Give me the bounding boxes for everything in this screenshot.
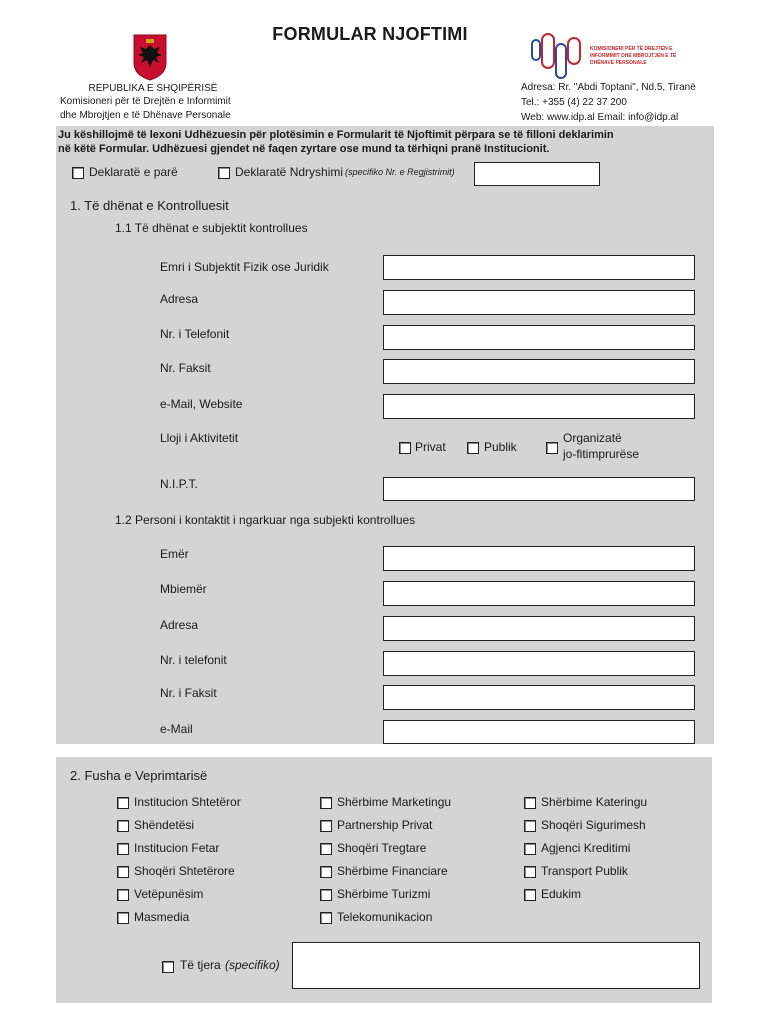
contact-phone-label: Nr. i telefonit [160, 653, 227, 667]
republic-label: REPUBLIKA E SHQIPËRISË [88, 83, 218, 94]
activity-private-label: Privat [415, 440, 446, 454]
field-checkbox[interactable] [524, 889, 536, 901]
instructions-line-2: në këtë Formular. Udhëzuesi gjendet në faqen zyrtare ose mund ta tërhiqni pranë Institucionit. [58, 143, 550, 155]
instructions [58, 128, 708, 156]
contact-fax-field[interactable] [383, 685, 695, 710]
field-checkbox[interactable] [117, 843, 129, 855]
org-line-1: Komisioneri për të Drejtën e Informimit [60, 96, 231, 107]
field-label: Vetëpunësim [134, 887, 204, 901]
activity-type-label: Lloji i Aktivitetit [160, 431, 239, 445]
field-checkbox[interactable] [320, 843, 332, 855]
first-declaration-checkbox[interactable] [72, 167, 84, 179]
first-declaration-label: Deklaratë e parë [89, 165, 178, 179]
subject-name-field[interactable] [383, 255, 695, 280]
contact-address: Adresa: Rr. "Abdi Toptani", Nd.5, Tiranë [521, 82, 696, 93]
field-checkbox[interactable] [320, 797, 332, 809]
contact-tel: Tel.: +355 (4) 22 37 200 [521, 97, 627, 108]
other-field-note: (specifiko) [225, 958, 280, 972]
contact-email-label: e-Mail [160, 722, 193, 736]
contact-first-name-label: Emër [160, 547, 189, 561]
subject-email-field[interactable] [383, 394, 695, 419]
subject-fax-label: Nr. Faksit [160, 361, 211, 375]
field-label: Transport Publik [541, 864, 628, 878]
subject-fax-field[interactable] [383, 359, 695, 384]
subject-phone-field[interactable] [383, 325, 695, 350]
field-label: Masmedia [134, 910, 190, 924]
contact-address-label: Adresa [160, 618, 199, 632]
instructions-line-1: Ju këshillojmë të lexoni Udhëzuesin për plotësimin e Formularit të Njoftimit përpara se të filloni deklarimin [58, 129, 614, 141]
change-declaration-checkbox[interactable] [218, 167, 230, 179]
idp-logo-text: KOMISIONERI PËR TË DREJTËN E INFORMIMIT DHE MBROJTJEN E TË DHËNAVE PERSONALE [590, 46, 677, 66]
section-1-title: 1. Të dhënat e Kontrolluesit [70, 198, 229, 213]
activity-nonprofit-checkbox[interactable] [546, 442, 558, 454]
field-checkbox[interactable] [117, 797, 129, 809]
activity-private-checkbox[interactable] [399, 442, 411, 454]
org-line-2: dhe Mbrojtjen e të Dhënave Personale [60, 110, 231, 121]
field-label: Shërbime Turizmi [337, 887, 431, 901]
albania-emblem-icon [132, 33, 168, 81]
field-label: Agjenci Kreditimi [541, 841, 631, 855]
field-label: Shërbime Kateringu [541, 795, 648, 809]
nipt-field[interactable] [383, 477, 695, 501]
field-label: Institucion Shtetëror [134, 795, 241, 809]
field-checkbox[interactable] [117, 889, 129, 901]
section-2-title: 2. Fusha e Veprimtarisë [70, 768, 208, 783]
registration-number-field[interactable] [474, 162, 600, 186]
field-checkbox[interactable] [524, 797, 536, 809]
other-field-input[interactable] [292, 942, 700, 989]
field-label: Shoqëri Tregtare [337, 841, 427, 855]
activity-nonprofit-label-1: Organizatë [563, 431, 622, 445]
contact-web: Web: www.idp.al Email: info@idp.al [521, 112, 679, 123]
nipt-label: N.I.P.T. [160, 477, 198, 491]
field-label: Shërbime Marketingu [337, 795, 452, 809]
idp-logo-icon [528, 30, 588, 82]
field-checkbox[interactable] [524, 866, 536, 878]
contact-fax-label: Nr. i Faksit [160, 686, 217, 700]
field-label: Shoqëri Shtetërore [134, 864, 235, 878]
other-field-checkbox[interactable] [162, 961, 174, 973]
subject-name-label: Emri i Subjektit Fizik ose Juridik [160, 260, 329, 274]
field-label: Shëndetësi [134, 818, 195, 832]
subject-phone-label: Nr. i Telefonit [160, 327, 230, 341]
contact-email-field[interactable] [383, 720, 695, 744]
contact-block [521, 80, 696, 125]
field-checkbox[interactable] [524, 843, 536, 855]
field-label: Shoqëri Sigurimesh [541, 818, 646, 832]
field-checkbox[interactable] [320, 912, 332, 924]
section-1-1-title: 1.1 Të dhënat e subjektit kontrollues [115, 221, 308, 235]
field-label: Shërbime Financiare [337, 864, 448, 878]
field-label: Institucion Fetar [134, 841, 220, 855]
contact-last-name-label: Mbiemër [160, 582, 207, 596]
field-checkbox[interactable] [320, 820, 332, 832]
field-checkbox[interactable] [117, 820, 129, 832]
subject-address-field[interactable] [383, 290, 695, 315]
field-label: Telekomunikacion [337, 910, 433, 924]
contact-first-name-field[interactable] [383, 546, 695, 571]
subject-email-label: e-Mail, Website [160, 397, 243, 411]
field-checkbox[interactable] [117, 866, 129, 878]
field-checkbox[interactable] [117, 912, 129, 924]
activity-nonprofit-label-2: jo-fitimprurëse [563, 447, 640, 461]
field-checkbox[interactable] [320, 866, 332, 878]
contact-address-field[interactable] [383, 616, 695, 641]
other-field-label: Të tjera [180, 958, 221, 972]
subject-address-label: Adresa [160, 292, 199, 306]
section-1-2-title: 1.2 Personi i kontaktit i ngarkuar nga subjekti kontrollues [115, 513, 416, 527]
change-declaration-label: Deklaratë Ndryshimi [235, 165, 344, 179]
activity-public-checkbox[interactable] [467, 442, 479, 454]
field-checkbox[interactable] [320, 889, 332, 901]
field-label: Edukim [541, 887, 582, 901]
contact-phone-field[interactable] [383, 651, 695, 676]
field-label: Partnership Privat [337, 818, 433, 832]
form-title: FORMULAR NJOFTIMI [272, 24, 468, 44]
field-checkbox[interactable] [524, 820, 536, 832]
activity-public-label: Publik [484, 440, 517, 454]
change-declaration-note: (specifiko Nr. e Regjistrimit) [345, 167, 455, 177]
contact-last-name-field[interactable] [383, 581, 695, 606]
